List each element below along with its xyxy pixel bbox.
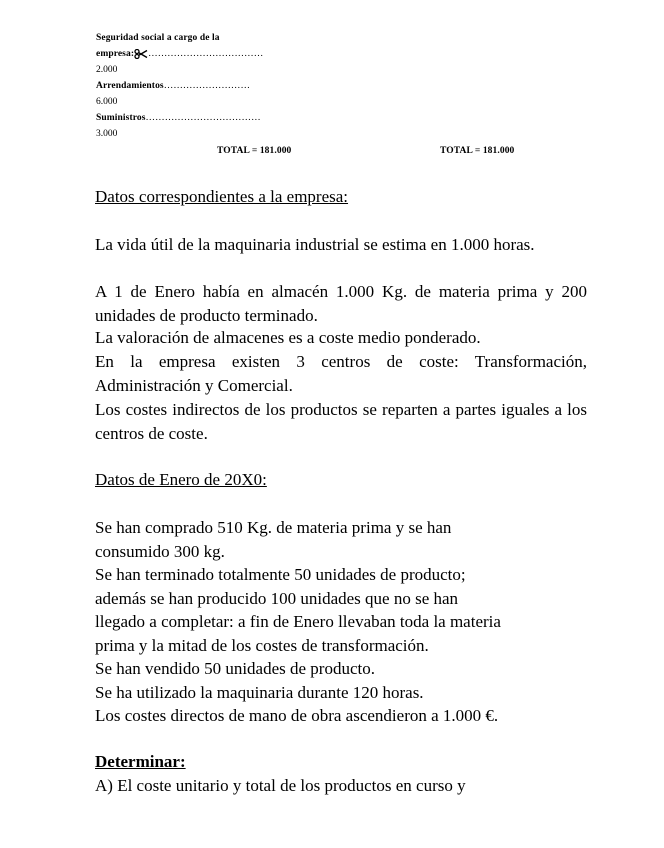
cost-value-3: 3.000 bbox=[96, 129, 118, 139]
enero-line: consumido 300 kg. bbox=[95, 541, 225, 561]
paragraph-costes-indirectos: Los costes indirectos de los productos se reparten a partes iguales a los centros de coste. bbox=[95, 400, 587, 443]
cost-line-arrendamientos-label: Arrendamientos bbox=[96, 81, 164, 91]
enero-line: Se han terminado totalmente 50 unidades de producto; bbox=[95, 565, 466, 584]
enero-line: Se ha utilizado la maquinaria durante 120 horas. bbox=[95, 682, 424, 702]
enero-line: llegado a completar: a fin de Enero llevaban toda la materia bbox=[95, 612, 501, 631]
enero-line: Se han comprado 510 Kg. de materia prima y se han bbox=[95, 518, 452, 537]
cost-line-arrendamientos bbox=[96, 81, 250, 91]
cost-line-empresa-dots: ……………………………… bbox=[148, 49, 264, 60]
cost-line-suministros-dots: ……………………………… bbox=[145, 113, 261, 123]
paragraph-centros-coste: En la empresa existen 3 centros de coste: Transformación, Administración y Comercial. bbox=[95, 352, 587, 395]
paragraph-valoracion: La valoración de almacenes es a coste medio ponderado. bbox=[95, 328, 481, 347]
total-right: TOTAL = 181.000 bbox=[440, 146, 515, 156]
determinar-item-a: A) El coste unitario y total de los productos en curso y bbox=[95, 776, 466, 795]
enero-line: además se han producido 100 unidades que no se han bbox=[95, 588, 459, 608]
enero-data-block bbox=[95, 516, 501, 728]
enero-line: prima y la mitad de los costes de transformación. bbox=[95, 635, 429, 655]
cost-line-suministros-label: Suministros bbox=[96, 113, 146, 123]
cost-line-empresa bbox=[96, 49, 263, 59]
cost-line-seguridad-social: Seguridad social a cargo de la bbox=[96, 33, 220, 43]
paragraph-almacen: A 1 de Enero había en almacén 1.000 Kg. de materia prima y 200 unidades de producto terminado. bbox=[95, 282, 587, 325]
section-heading-determinar: Determinar: bbox=[95, 752, 186, 771]
cost-line-empresa-label: empresa: bbox=[96, 49, 135, 60]
scissors-icon bbox=[134, 49, 148, 59]
enero-line: Los costes directos de mano de obra ascendieron a 1.000 €. bbox=[95, 706, 499, 725]
total-left: TOTAL = 181.000 bbox=[217, 146, 292, 156]
enero-line: Se han vendido 50 unidades de producto. bbox=[95, 659, 375, 678]
cost-line-arrendamientos-dots: ……………………… bbox=[163, 81, 251, 91]
cost-value-1: 2.000 bbox=[96, 65, 118, 75]
cost-value-2: 6.000 bbox=[96, 97, 118, 107]
paragraph-vida-util: La vida útil de la maquinaria industrial se estima en 1.000 horas. bbox=[95, 235, 535, 254]
section-heading-empresa: Datos correspondientes a la empresa: bbox=[95, 187, 349, 206]
cost-line-suministros bbox=[96, 113, 261, 123]
section-heading-enero: Datos de Enero de 20X0: bbox=[95, 470, 267, 489]
